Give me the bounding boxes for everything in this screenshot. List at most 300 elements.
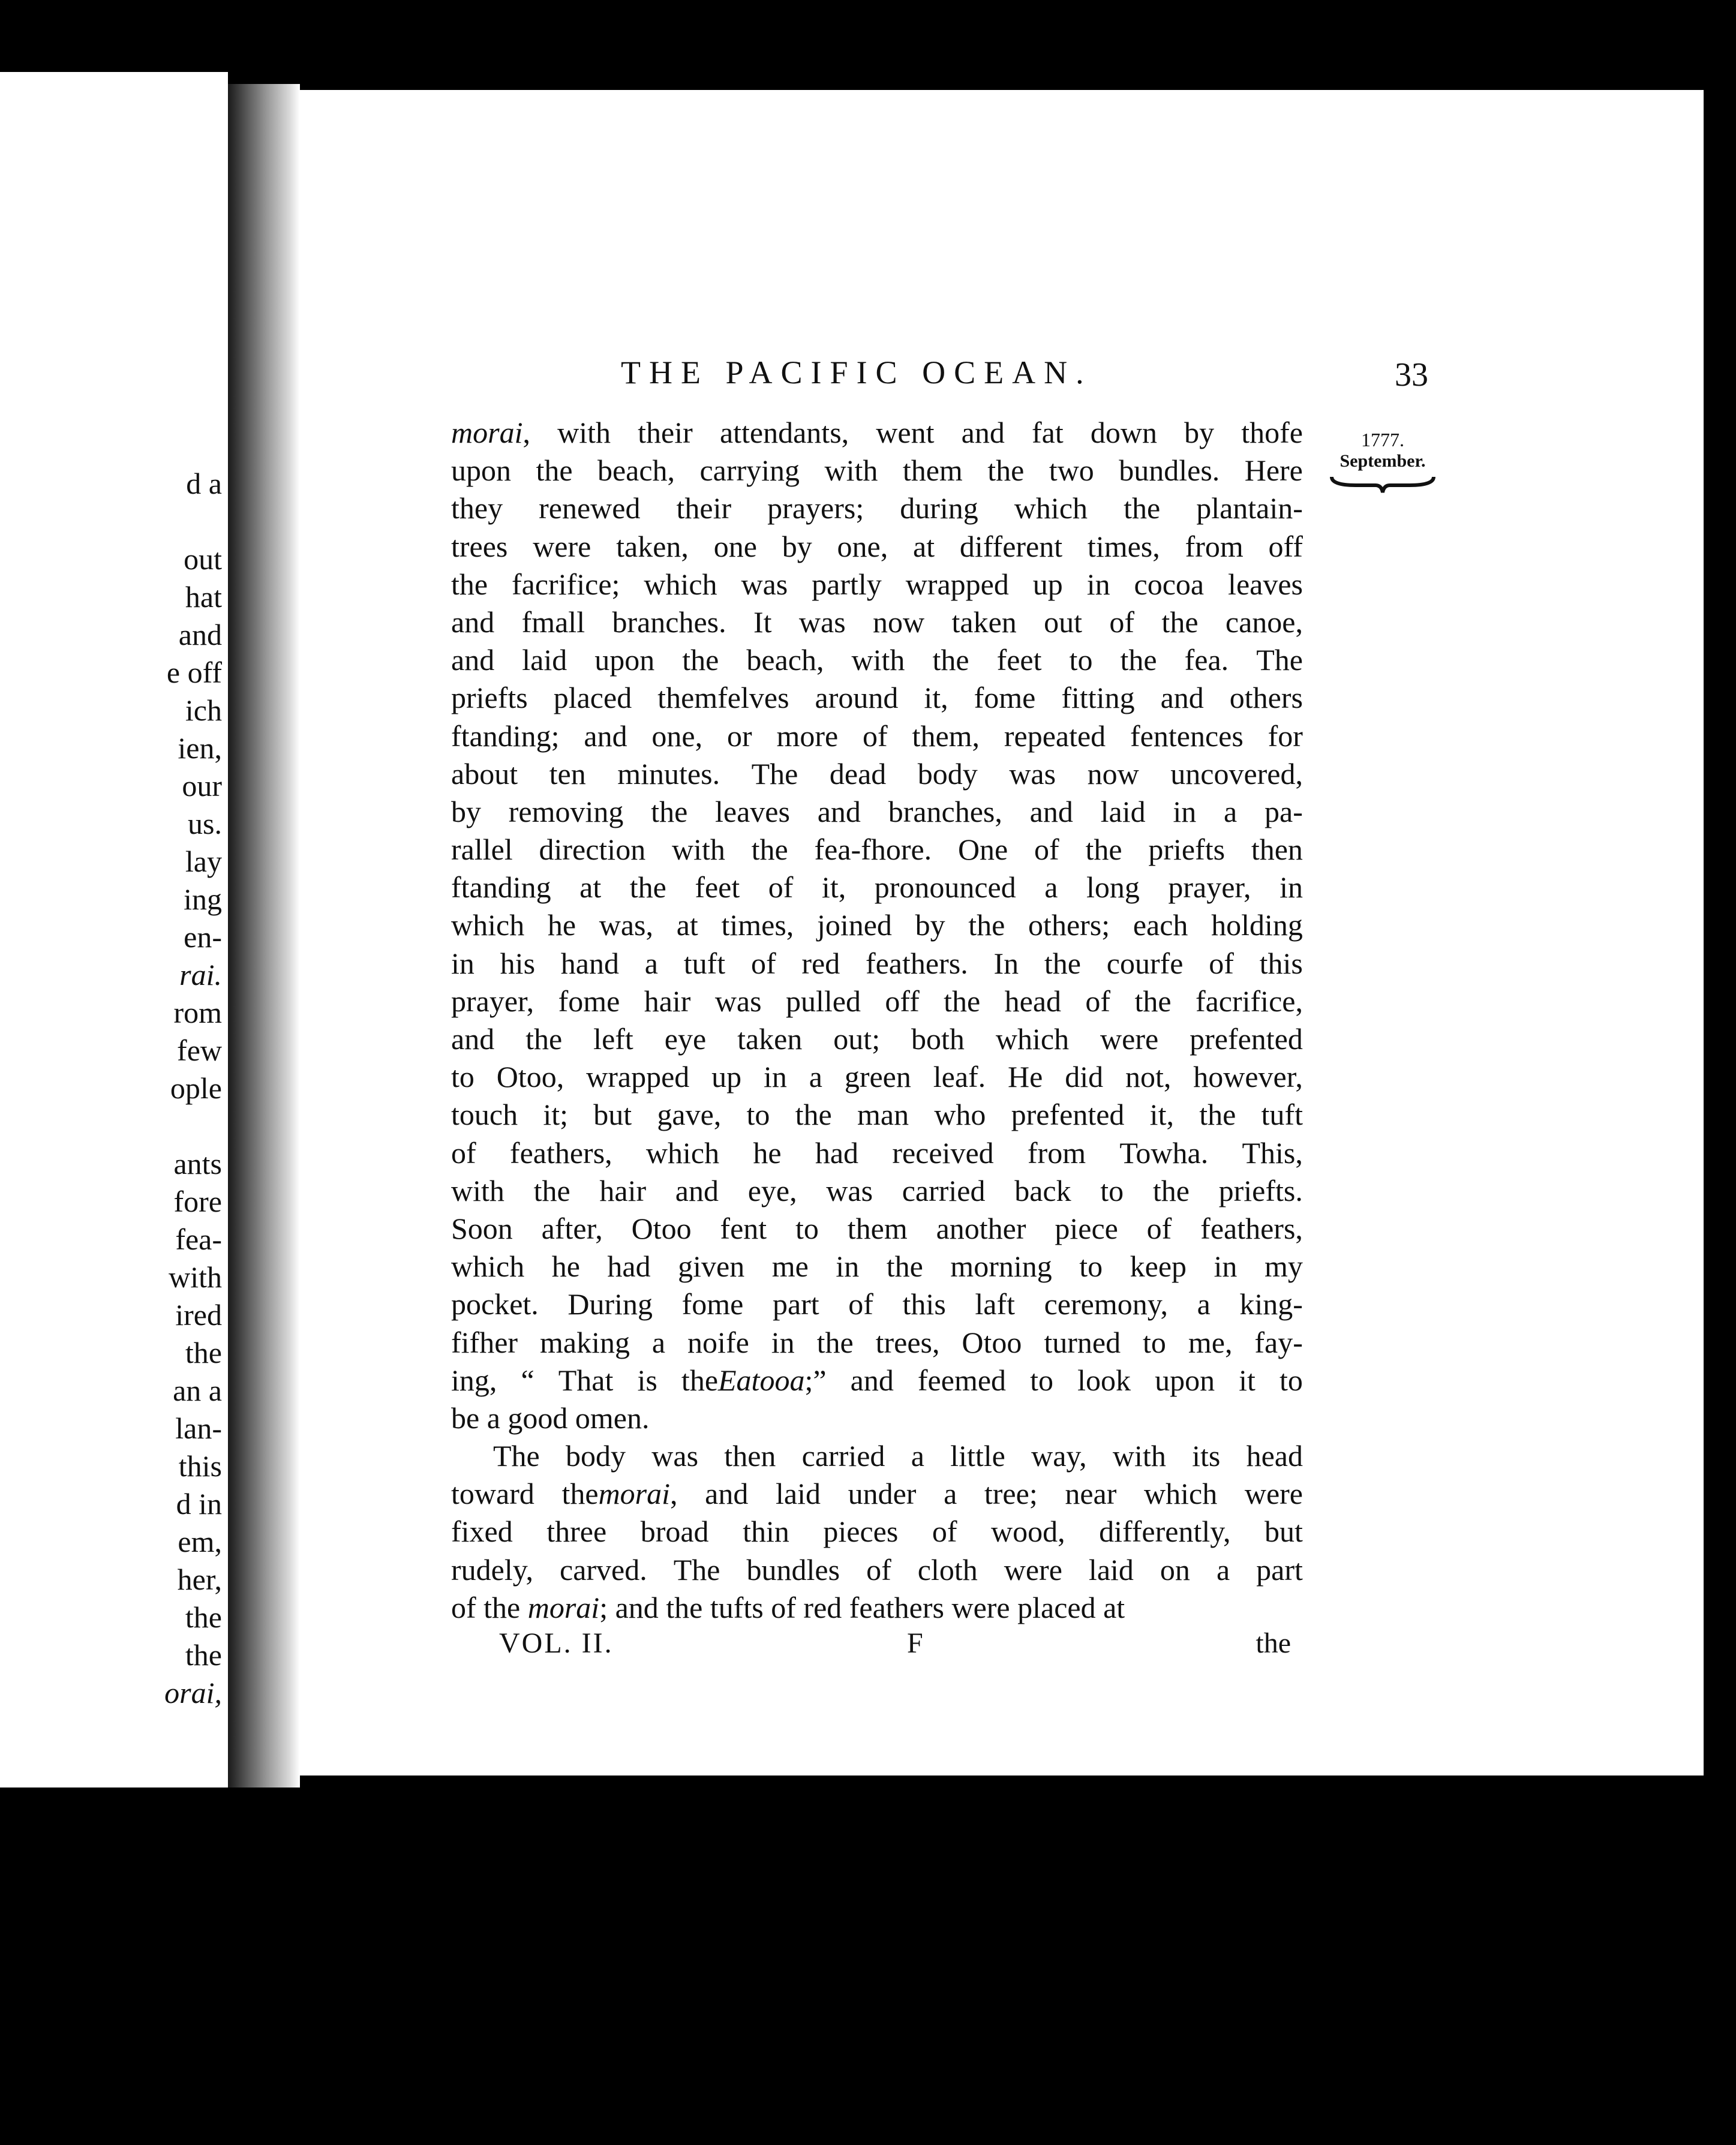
text-run: was <box>798 605 846 639</box>
word <box>1065 1058 1103 1096</box>
text-run: up <box>1032 567 1063 601</box>
word <box>818 793 861 831</box>
italic-term: Eatooa <box>718 1363 805 1397</box>
left-page-fragment: the <box>185 1600 222 1634</box>
word <box>924 679 948 717</box>
text-line <box>451 1399 1303 1437</box>
word <box>540 1324 630 1362</box>
word <box>1079 1248 1103 1285</box>
word <box>866 1551 891 1589</box>
word <box>1031 1437 1087 1475</box>
text-run: under <box>848 1477 917 1511</box>
text-run: of <box>1034 833 1059 867</box>
text-run: given <box>678 1249 745 1284</box>
word <box>968 906 1005 944</box>
text-run: it, <box>924 681 948 715</box>
text-run: leaves <box>1228 567 1303 601</box>
text-run: prayer, <box>1168 870 1251 905</box>
word <box>1134 983 1171 1020</box>
text-run: from <box>1027 1135 1086 1170</box>
word <box>672 831 725 869</box>
text-run: prayer, <box>451 984 534 1018</box>
text-line <box>451 1475 1303 1513</box>
text-run: fent <box>720 1211 767 1245</box>
word <box>1061 679 1134 717</box>
word <box>1185 528 1244 566</box>
word <box>1119 452 1220 489</box>
text-line <box>451 603 1303 641</box>
text-line <box>451 1362 1303 1399</box>
text-run: out <box>1044 605 1083 639</box>
word <box>632 1210 692 1248</box>
text-run: up <box>711 1060 742 1094</box>
text-line <box>451 489 1303 527</box>
text-run: wrapped <box>905 567 1009 601</box>
word <box>682 641 719 679</box>
text-run: and <box>1029 794 1073 828</box>
word <box>1148 831 1225 869</box>
text-run: the <box>1085 833 1122 867</box>
text-run: at <box>913 529 935 563</box>
text-run: broad <box>640 1515 709 1549</box>
word <box>593 1020 633 1058</box>
word <box>558 1362 614 1399</box>
left-page-fragment: en- <box>184 920 222 954</box>
catchword: the <box>1256 1627 1291 1659</box>
text-line <box>451 1285 1303 1323</box>
text-run: upon <box>451 453 511 488</box>
word <box>1161 603 1198 641</box>
text-run: of <box>750 946 776 980</box>
word <box>795 1210 819 1248</box>
left-page-fragment: e off <box>166 656 222 689</box>
word <box>451 1551 533 1589</box>
text-run: pieces <box>823 1515 899 1549</box>
text-run: It <box>753 605 772 639</box>
word <box>1153 1172 1190 1210</box>
text-run: pa- <box>1265 794 1303 828</box>
text-run: morning <box>950 1249 1052 1284</box>
word <box>836 1248 859 1285</box>
word <box>903 1285 946 1323</box>
word <box>497 1058 564 1096</box>
text-run: by <box>782 529 812 563</box>
text-run: the <box>651 794 688 828</box>
word <box>1260 945 1303 983</box>
text-run: plantain- <box>1196 491 1303 525</box>
text-run: priefts. <box>1218 1173 1303 1207</box>
word <box>997 641 1042 679</box>
word <box>1113 1437 1166 1475</box>
text-run: pronounced <box>874 870 1016 905</box>
text-run: fome <box>974 681 1036 715</box>
word <box>1199 1096 1236 1134</box>
text-run: around <box>815 681 899 715</box>
text-run: thin <box>743 1515 789 1549</box>
text-run: long <box>1086 870 1140 905</box>
word <box>1268 717 1303 755</box>
text-run: were <box>533 529 591 563</box>
word <box>1239 1362 1256 1399</box>
text-run: to <box>1280 1363 1303 1397</box>
text-run: priefts <box>1148 833 1226 867</box>
text-run: them <box>847 1211 908 1245</box>
word <box>552 1248 580 1285</box>
text-run: in <box>771 1325 795 1359</box>
word <box>1044 1324 1121 1362</box>
text-line <box>451 1096 1303 1134</box>
text-run: the <box>932 643 969 677</box>
text-run: beach, <box>597 453 675 488</box>
left-page-fragment: rom <box>173 996 222 1029</box>
text-run: of <box>848 1287 873 1321</box>
word <box>747 1096 770 1134</box>
word <box>684 945 725 983</box>
word <box>934 1096 986 1134</box>
text-run: the <box>1199 1098 1236 1132</box>
word <box>1008 1058 1043 1096</box>
word <box>1030 1362 1053 1399</box>
word <box>1044 869 1058 906</box>
word <box>1147 1210 1172 1248</box>
text-line <box>451 1134 1303 1172</box>
text-run: a <box>1216 1552 1230 1587</box>
word <box>451 414 530 452</box>
word <box>1211 906 1303 944</box>
word <box>801 945 840 983</box>
text-run: he <box>547 908 576 942</box>
word <box>848 1285 873 1323</box>
word <box>612 603 726 641</box>
word <box>510 1134 612 1172</box>
text-run: rallel <box>451 833 513 867</box>
text-run: three <box>546 1515 607 1549</box>
word <box>652 1324 665 1362</box>
text-run: or <box>726 719 752 753</box>
text-run: with <box>824 453 878 488</box>
text-run: their <box>638 416 693 449</box>
left-page-fragment: this <box>178 1449 222 1483</box>
text-run: for <box>1268 719 1303 753</box>
word <box>451 869 551 906</box>
left-page-text-fragments <box>0 465 222 1712</box>
word <box>536 452 572 489</box>
text-run: look <box>1077 1363 1131 1397</box>
text-run: ftanding; <box>451 719 560 753</box>
word <box>451 1513 513 1551</box>
text-run: different <box>959 529 1063 563</box>
text-run: this <box>902 1287 946 1321</box>
word <box>888 793 1002 831</box>
word <box>641 1513 709 1551</box>
word <box>682 1285 744 1323</box>
text-run: facrifice, <box>1195 984 1303 1018</box>
word <box>451 1210 513 1248</box>
text-run: he <box>551 1249 580 1284</box>
left-page-fragment: ich <box>185 693 222 727</box>
word <box>1168 869 1251 906</box>
text-run: the <box>886 1249 923 1284</box>
text-line <box>451 1324 1303 1362</box>
text-run: two <box>1049 453 1094 488</box>
text-run: hair <box>599 1173 647 1207</box>
text-run: he <box>753 1135 782 1170</box>
text-run: Otoo <box>962 1325 1022 1359</box>
text-run: which <box>451 1249 525 1284</box>
text-line <box>451 641 1303 679</box>
text-run: it; <box>543 1098 569 1132</box>
word <box>451 1096 518 1134</box>
text-run: one, <box>651 719 703 753</box>
text-run: fentences <box>1130 719 1244 753</box>
text-run: trees <box>451 529 508 563</box>
text-run: this <box>1259 946 1303 980</box>
word <box>975 1285 1015 1323</box>
text-run: one, <box>837 529 888 563</box>
word <box>451 717 560 755</box>
text-run: was, <box>599 908 654 942</box>
word <box>1155 1362 1215 1399</box>
word <box>1239 1285 1303 1323</box>
text-run: laid <box>522 643 567 677</box>
text-run: his <box>500 946 536 980</box>
word <box>1130 1248 1187 1285</box>
text-run: keep <box>1130 1249 1187 1284</box>
left-page-fragment: ople <box>170 1071 222 1105</box>
text-run: One <box>957 833 1008 867</box>
text-run: priefts <box>451 681 528 715</box>
text-run: which <box>451 908 525 942</box>
word <box>918 1551 978 1589</box>
word <box>772 1248 809 1285</box>
word <box>933 1058 986 1096</box>
text-run: During <box>567 1287 653 1321</box>
left-page-fragment: hat <box>185 580 222 614</box>
word <box>675 1172 719 1210</box>
word <box>1044 1285 1168 1323</box>
word <box>567 1285 653 1323</box>
word <box>876 414 934 452</box>
text-run: to <box>1143 1325 1166 1359</box>
text-run: laid <box>775 1477 821 1511</box>
word <box>1107 945 1184 983</box>
text-run: joined <box>816 908 892 942</box>
text-run: and <box>1160 681 1204 715</box>
word <box>630 869 666 906</box>
word <box>1028 906 1110 944</box>
word <box>674 1551 720 1589</box>
word <box>558 983 620 1020</box>
word <box>651 1437 698 1475</box>
word <box>1055 1210 1118 1248</box>
text-run: uncovered, <box>1170 756 1303 791</box>
word <box>651 793 687 831</box>
word <box>451 1285 539 1323</box>
text-run: did <box>1065 1060 1104 1094</box>
text-line <box>451 566 1303 603</box>
text-run: dead <box>829 756 887 791</box>
word <box>1011 1096 1125 1134</box>
text-line <box>451 869 1303 906</box>
text-run: prayers; <box>767 491 864 525</box>
left-page-fragment: ien, <box>178 731 222 765</box>
text-run: hair <box>644 984 691 1018</box>
text-run: more <box>776 719 839 753</box>
word <box>1143 1324 1166 1362</box>
word <box>944 983 980 1020</box>
text-run: and <box>451 605 495 639</box>
text-run: fome <box>558 984 620 1018</box>
left-page-fragment: d a <box>186 467 222 500</box>
text-run: laid <box>1100 794 1146 828</box>
text-run: upon <box>1155 1363 1215 1397</box>
left-page-fragment: out <box>184 542 222 576</box>
word <box>825 452 878 489</box>
text-run: part <box>1256 1552 1303 1587</box>
word <box>451 755 518 793</box>
word <box>1119 1134 1208 1172</box>
word <box>1228 566 1303 603</box>
italic-term: morai <box>527 1590 600 1624</box>
word <box>699 452 800 489</box>
text-line <box>451 452 1303 489</box>
text-run: canoe, <box>1225 605 1303 639</box>
word <box>1033 566 1063 603</box>
text-run: was <box>741 567 788 601</box>
word <box>1085 983 1110 1020</box>
word <box>543 1096 568 1134</box>
word <box>1028 1134 1086 1172</box>
text-run: holding <box>1211 908 1303 942</box>
text-run: and <box>850 1363 894 1397</box>
word <box>1034 831 1059 869</box>
text-run: carrying <box>699 453 800 488</box>
word <box>1224 793 1237 831</box>
text-run: fome <box>681 1287 744 1321</box>
word <box>771 1324 795 1362</box>
text-run: tuft <box>1261 1098 1303 1132</box>
left-page-fragment: and <box>178 618 222 651</box>
text-run: was <box>714 984 762 1018</box>
word <box>549 755 586 793</box>
word <box>637 1362 657 1399</box>
word <box>845 1058 911 1096</box>
text-run: a <box>809 1060 822 1094</box>
text-run: a <box>1197 1287 1211 1321</box>
text-line <box>451 1437 1303 1475</box>
word <box>1009 755 1056 793</box>
text-run: leaf. <box>933 1060 986 1094</box>
text-run: ftanding <box>451 870 551 905</box>
word <box>1217 1551 1230 1589</box>
text-run: body <box>917 756 978 791</box>
word <box>451 1362 497 1399</box>
word <box>960 528 1062 566</box>
word <box>451 1248 524 1285</box>
word <box>1185 641 1229 679</box>
word <box>918 755 978 793</box>
word <box>451 906 524 944</box>
word <box>1245 1475 1303 1513</box>
text-run: of <box>1109 605 1135 639</box>
text-run: way, <box>1031 1439 1087 1473</box>
text-run: their <box>676 491 732 525</box>
brace-icon <box>1329 472 1437 496</box>
word <box>1089 1551 1134 1589</box>
word <box>996 1020 1069 1058</box>
text-run: feathers, <box>1200 1211 1303 1245</box>
word <box>1219 1172 1303 1210</box>
text-run: which <box>995 1022 1070 1056</box>
word <box>584 717 627 755</box>
text-run: The <box>1256 643 1303 677</box>
text-run: it, <box>821 870 846 905</box>
text-run: had <box>607 1249 651 1284</box>
text-run: feemed <box>917 1363 1007 1397</box>
left-page-fragment <box>0 503 222 540</box>
left-page-fragment: fea- <box>175 1222 222 1256</box>
word <box>451 1172 504 1210</box>
text-run: beach, <box>746 643 824 677</box>
text-run: and <box>584 719 627 753</box>
text-line <box>451 1513 1303 1551</box>
word <box>876 1324 940 1362</box>
text-run: carried <box>902 1173 986 1207</box>
text-run: laft <box>975 1287 1016 1321</box>
text-run: with <box>557 416 611 449</box>
word <box>720 414 849 452</box>
text-run: and <box>705 1477 749 1511</box>
word <box>1044 603 1082 641</box>
word <box>1265 1248 1303 1285</box>
left-page-fragment: her, <box>177 1563 222 1596</box>
text-line <box>451 1551 1303 1589</box>
text-run: left <box>593 1022 633 1056</box>
text-run: during <box>900 491 978 525</box>
text-run: little <box>950 1439 1005 1473</box>
word <box>1170 755 1303 793</box>
word <box>586 1058 689 1096</box>
text-run: pocket. <box>451 1287 539 1321</box>
word <box>823 1513 898 1551</box>
word <box>1192 1437 1220 1475</box>
word <box>539 831 645 869</box>
word <box>1196 489 1303 527</box>
word <box>1030 793 1073 831</box>
word <box>875 869 1016 906</box>
text-run: of <box>1209 946 1234 980</box>
word <box>1242 1134 1303 1172</box>
word <box>522 603 585 641</box>
word <box>958 831 1008 869</box>
word <box>815 1134 858 1172</box>
text-run: ;” <box>804 1363 827 1397</box>
text-run: and <box>675 1173 719 1207</box>
word <box>1005 983 1061 1020</box>
word <box>1190 1020 1303 1058</box>
word <box>617 755 720 793</box>
text-run: of <box>1085 984 1111 1018</box>
text-run: and <box>451 643 495 677</box>
word <box>1247 1437 1303 1475</box>
text-run: facrifice; <box>512 567 620 601</box>
word <box>714 528 757 566</box>
text-line <box>451 831 1303 869</box>
text-run: touch <box>451 1098 518 1132</box>
word <box>687 1324 749 1362</box>
text-run: by <box>915 908 945 942</box>
word <box>950 1248 1052 1285</box>
